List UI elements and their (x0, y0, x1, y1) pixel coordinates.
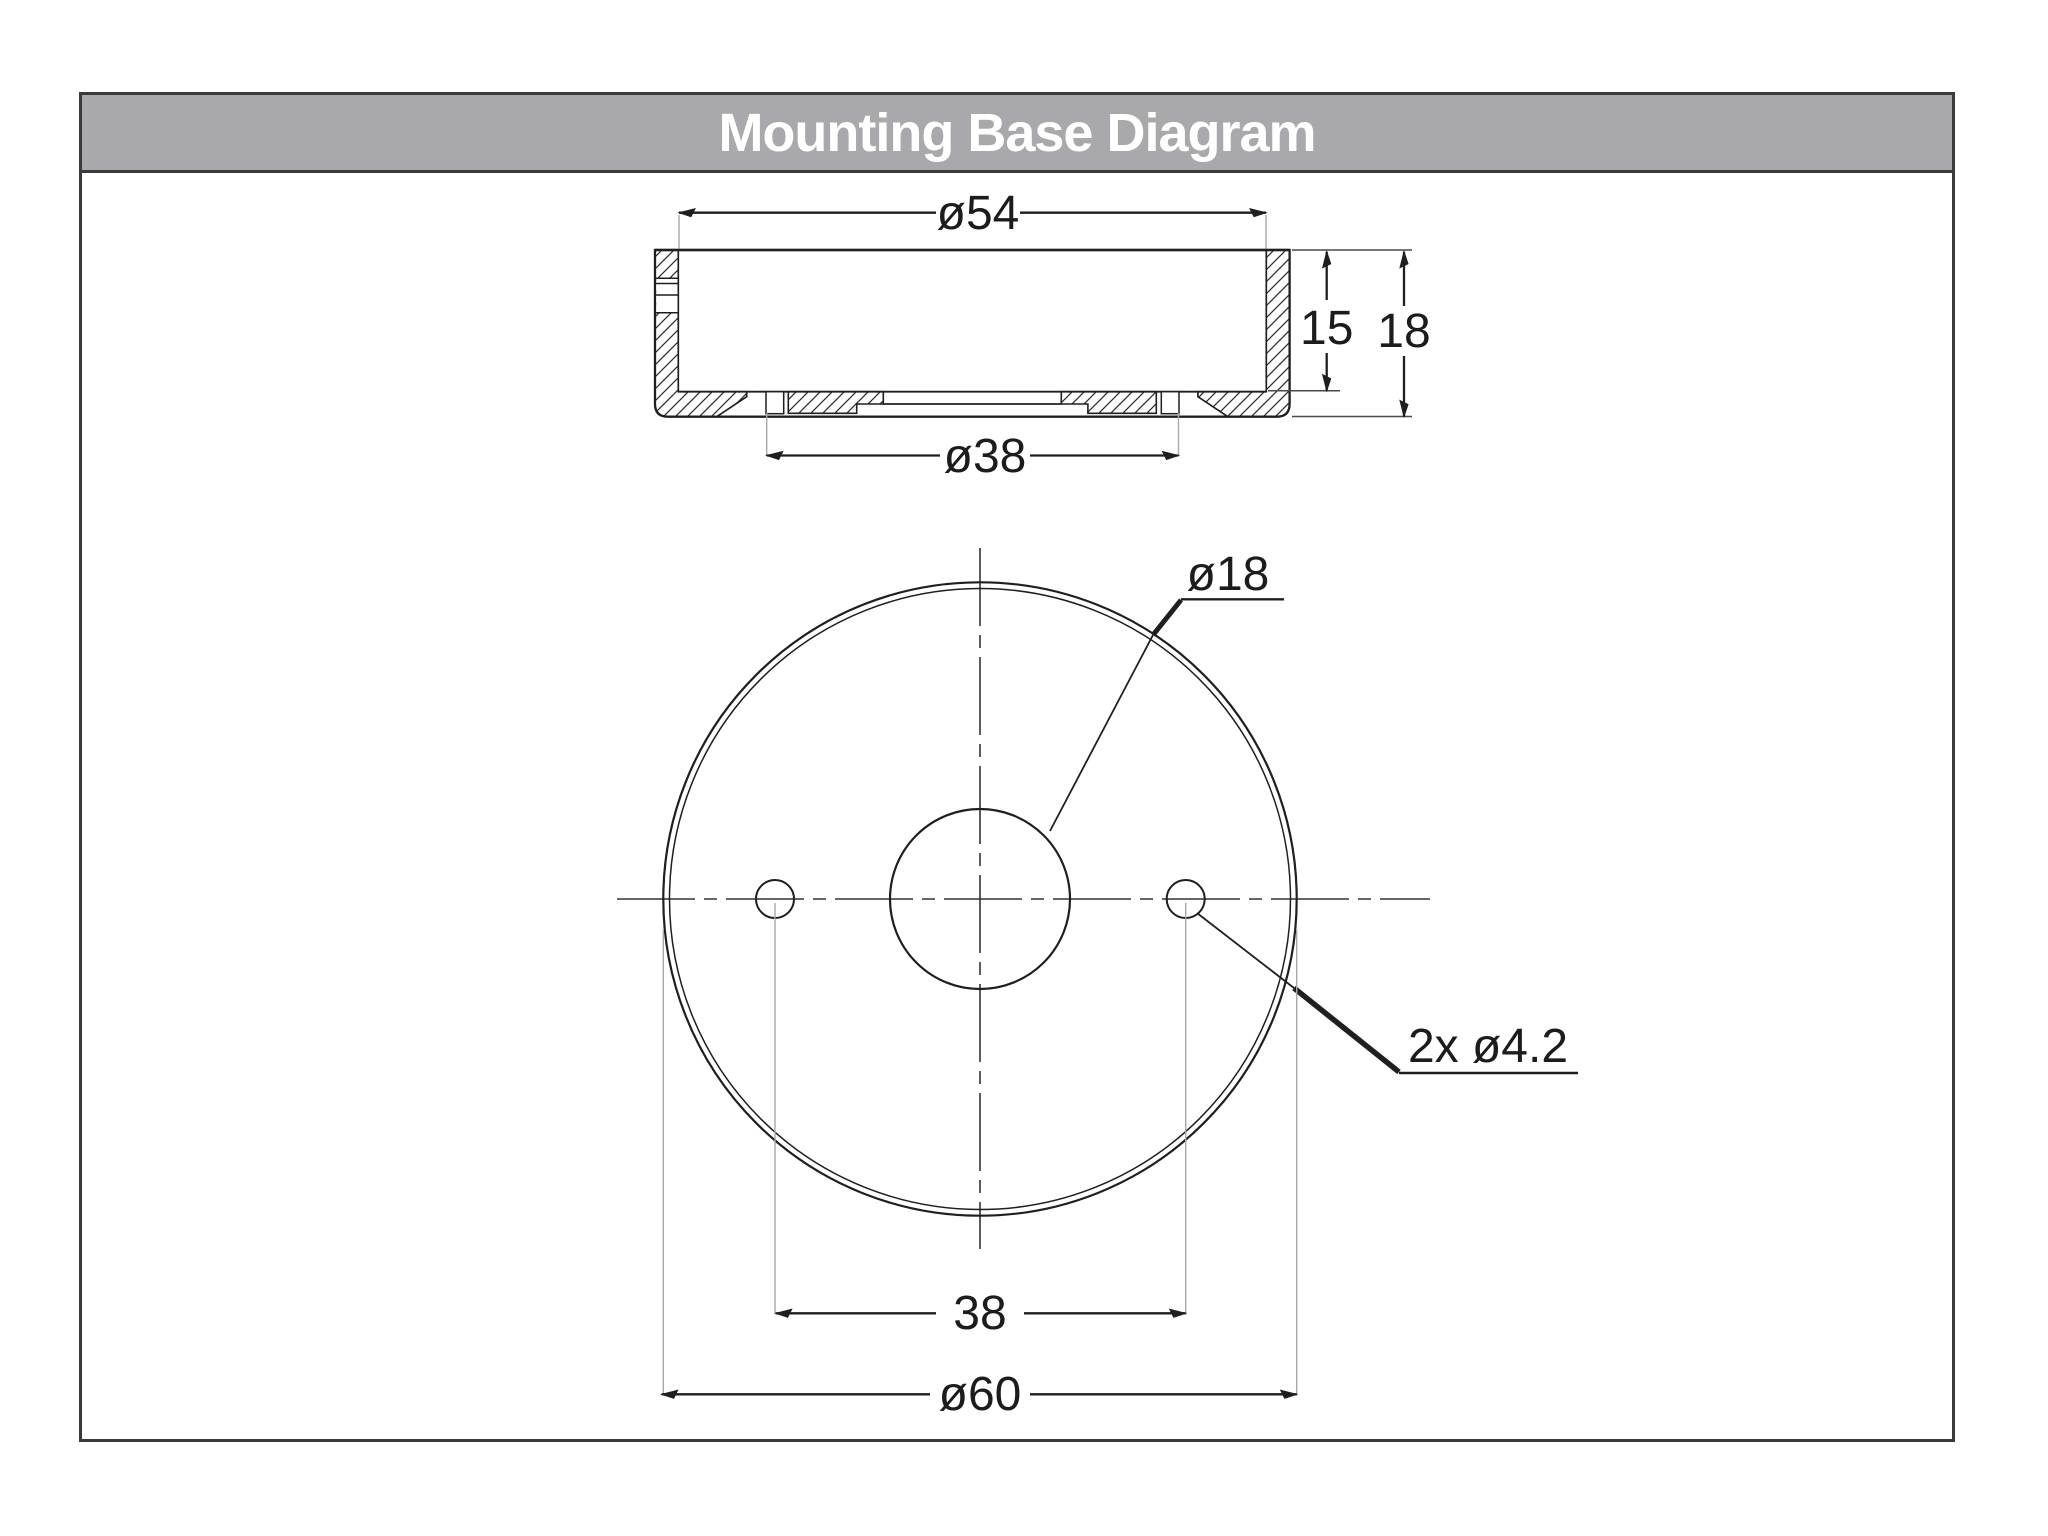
side-view-section (655, 187, 1431, 483)
dim-label-spacing-38: 38 (953, 1287, 1007, 1340)
top-view-plan (617, 548, 1578, 1421)
screw-hole-right (1161, 392, 1179, 414)
page-title: Mounting Base Diagram (718, 102, 1316, 163)
dim-label-height-15: 15 (1300, 302, 1354, 355)
dim-label-diameter-38: ø38 (943, 430, 1027, 483)
wall-groove (655, 278, 678, 313)
dim-label-height-18: 18 (1377, 305, 1431, 358)
leader-center-hole (1050, 599, 1284, 831)
dim-label-diameter-60: ø60 (938, 1368, 1022, 1421)
dim-label-diameter-54: ø54 (936, 187, 1020, 240)
dim-label-screw-holes: 2x ø4.2 (1407, 1020, 1569, 1073)
dim-label-diameter-18: ø18 (1186, 548, 1270, 601)
screw-hole-left (766, 392, 784, 414)
